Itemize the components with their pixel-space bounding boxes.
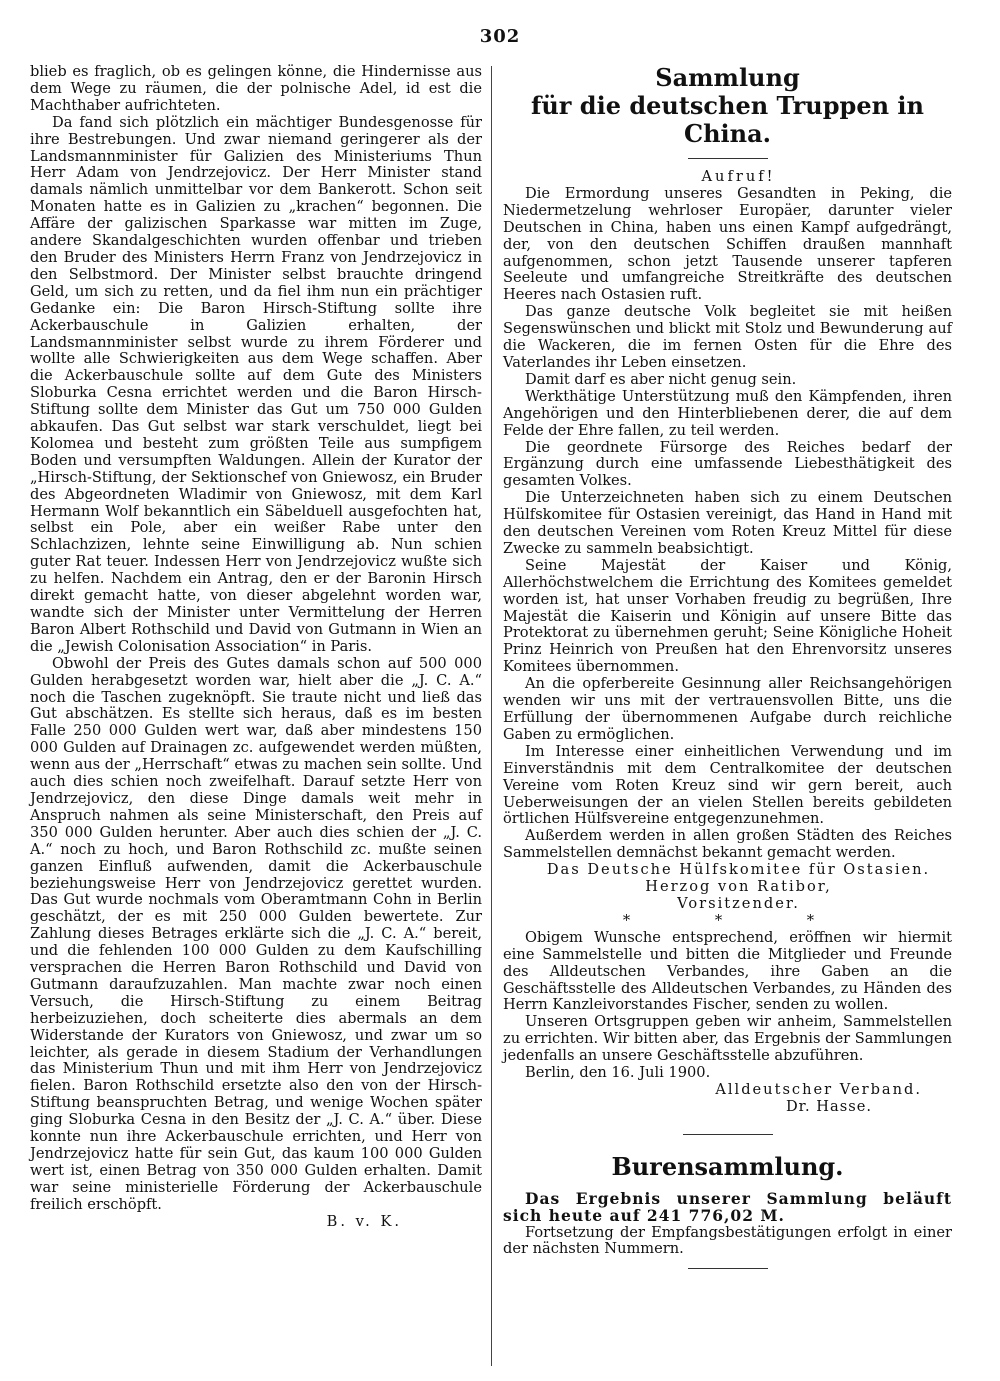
section-title: Burensammlung. <box>611 1151 844 1181</box>
right-column <box>503 64 952 1361</box>
appeal-paragraph: Damit darf es aber nicht genug sein. <box>525 370 797 388</box>
title-rule <box>688 158 768 159</box>
collection-subtitle: für die deutschen Truppen in China. <box>531 91 924 148</box>
appeal-paragraph: Die Ermordung unseres Gesandten in Peking, die Niedermetzelung wehrloser Europäer, darunter vieler Deutschen in China, haben uns einen Kampf aufgedrängt, der, von den deutschen Schiffen draußen mannhaft aufgenommen, schon jetzt Tausende unserer tapferen Seeleute und umfangreiche Streitkräfte des deutschen Heeres nach Ostasien ruft. <box>503 184 952 304</box>
notice-paragraph: Unseren Ortsgruppen geben wir anheim, Sammelstellen zu errichten. Wir bitten aber, das Ergebnis der Sammlungen jedenfalls an unsere Geschäftsstelle abzuführen. <box>503 1013 952 1065</box>
article-paragraph: Da fand sich plötzlich ein mächtiger Bundesgenosse für ihre Bestrebungen. Und zwar niemand geringerer als der Landsmannminister für Galizien des Ministeriums Thun Herr Adam von Jendrzejovicz. Der Herr Minister stand damals nämlich unmittelbar vor dem Bankerott. Schon seit Monaten hatte es in Galizien zu „krachen“ begonnen. Die Affäre der galizischen Sparkasse war mitten im Zuge, andere Skandalgeschichten wurden offenbar und trieben den Bruder des Ministers Herrn Franz von Jendrzejovicz in den Selbstmord. Der Minister selbst brauchte dringend Geld, um sich zu retten, und da fiel ihm nun ein prächtiger Gedanke ein: Die Baron Hirsch-Stiftung sollte ihre Ackerbauschule in Galizien erhalten, der Landsmannminister selbst wurde zu ihrem Förderer und wollte alle Schwierigkeiten aus dem Wege schaffen. Aber die Ackerbauschule sollte auf dem Gute des Ministers Sloburka Cesna errichtet werden und die Baron Hirsch-Stiftung sollte dem Minister das Gut um 750 000 Gulden abkaufen. Das Gut selbst war stark verschuldet, liegt bei Kolomea und besteht zum größten Teile aus sumpfigem Boden und versumpften Waldungen. Allein der Kurator der „Hirsch-Stiftung, der Sektionschef von Gniewosz, ein Bruder des Abgeordneten Wladimir von Gniewosz, mit dem Karl Hermann Wolf bekanntlich ein Säbelduell ausgefochten hat, selbst ein Pole, aber ein weißer Rabe unter den Schlachzizen, lehnte seine Einwilligung ab. Nun schien guter Rat teuer. Indessen Herr von Jendrzejovicz wußte sich zu helfen. Nachdem ein Antrag, den er der Baronin Hirsch direkt gemacht hatte, von dieser abgelehnt worden war, wandte sich der Minister unter Vermittelung der Herren Baron Albert Rothschild und David von Gutmann in Wien an die „Jewish Colonisation Association“ in Paris. <box>30 113 482 655</box>
chair-title: Vorsitzender. <box>677 894 800 912</box>
appeal-paragraph: Seine Majestät der Kaiser und König, Allerhöchstwelchem die Errichtung des Komitees gemeldet worden ist, hat unser Vorhaben freudig zu begrüßen, Ihre Majestät die Kaiserin und Königin auf unsere Bitte das Protektorat zu übernehmen geruht; Seine Königliche Hoheit Prinz Heinrich von Preußen hat den Ehrenvorsitz unseres Komitees übernommen. <box>503 556 952 676</box>
section-paragraph: Fortsetzung der Empfangsbestätigungen erfolgt in einer der nächsten Nummern. <box>503 1223 952 1258</box>
collection-title: Sammlung <box>655 63 800 92</box>
org-signature: Alldeutscher Verband. <box>715 1080 922 1098</box>
page-number: 302 <box>479 26 521 47</box>
author-signature: B. v. K. <box>326 1212 402 1230</box>
appeal-paragraph: Im Interesse einer einheitlichen Verwendung und im Einverständnis mit dem Centralkomitee der deutschen Vereine vom Roten Kreuz sind wir gern bereit, auch Ueberweisungen der an vielen Stellen bereits gebildeten örtlichen Hülfsvereine entgegenzunehmen. <box>503 742 952 828</box>
end-rule <box>688 1268 768 1269</box>
appeal-paragraph: Werkthätige Unterstützung muß den Kämpfenden, ihren Angehörigen und den Hinterbliebenen derer, die auf dem Felde der Ehre fallen, zu teil werden. <box>503 387 952 439</box>
column-divider <box>491 66 492 1366</box>
person-signature: Dr. Hasse. <box>785 1097 872 1115</box>
asterism-divider: * * * <box>622 911 855 929</box>
section-rule <box>683 1134 773 1135</box>
date-line: Berlin, den 16. Juli 1900. <box>525 1064 711 1082</box>
committee-signature: Das Deutsche Hülfskomitee für Ostasien. <box>546 861 931 879</box>
appeal-label: Aufruf! <box>701 168 776 185</box>
appeal-paragraph: Die geordnete Fürsorge des Reiches bedarf der Ergänzung durch eine umfassende Liebesthätigkeit des gesamten Volkes. <box>503 438 952 490</box>
article-paragraph: blieb es fraglich, ob es gelingen könne, die Hindernisse aus dem Wege zu räumen, die der polnische Adel, id est die Machthaber aufrichteten. <box>30 63 482 114</box>
notice-paragraph: Obigem Wunsche entsprechend, eröffnen wir hiermit eine Sammelstelle und bitten die Mitglieder und Freunde des Alldeutschen Verbandes, ihre Gaben an die Geschäftsstelle des Alldeutschen Verbandes, zu Händen des Herrn Kanzleivorstandes Fischer, senden zu wollen. <box>503 928 952 1014</box>
appeal-paragraph: Das ganze deutsche Volk begleitet sie mit heißen Segenswünschen und blickt mit Stolz und Bewunderung auf die Wackeren, die im fernen Osten für die Ehre des Vaterlandes ihr Leben einsetzen. <box>503 303 952 371</box>
appeal-paragraph: Außerdem werden in allen großen Städten des Reiches Sammelstellen demnächst bekannt gemacht werden. <box>503 827 952 862</box>
article-paragraph: Obwohl der Preis des Gutes damals schon auf 500 000 Gulden herabgesetzt worden war, hielt aber die „J. C. A.“ noch die Taschen zugeknöpft. Sie traute nicht und ließ das Gut abschätzen. Es stellte sich heraus, daß es im besten Falle 250 000 Gulden wert war, daß aber mindestens 150 000 Gulden auf Drainagen zc. aufgewendet werden müßten, wenn aus der „Herrschaft“ etwas zu machen sein sollte. Und auch dies schien noch zweifelhaft. Darauf setzte Herr von Jendrzejovicz, den diese Dinge damals weit mehr in Anspruch nahmen als seine Ministerschaft, den Preis auf 350 000 Gulden herunter. Aber auch dies schien der „J. C. A.“ noch zu hoch, und Baron Rothschild zc. mußte seinen ganzen Einfluß aufwenden, damit die Ackerbauschule beziehungsweise Herr von Jendrzejovicz gerettet wurden. Das Gut wurde nochmals vom Oberamtmann Cohn in Berlin geschätzt, der es mit 250 000 Gulden bewertete. Zur Zahlung dieses Betrages erklärte sich die „J. C. A.“ bereit, und die fehlenden 100 000 Gulden zu dem Kaufschilling versprachen die Herren Baron Rothschild und David von Gutmann daraufzuzahlen. Man machte zwar noch einen Versuch, die Hirsch-Stiftung zu einem Beitrag herbeizuziehen, doch scheiterte dies abermals an dem Widerstande der Kurators von Gniewosz, und zwar um so leichter, als gerade in diesem Stadium der Verhandlungen das Ministerium Thun und mit ihm Herr von Jendrzejovicz fielen. Baron Rothschild ersetzte also den von der Hirsch-Stiftung beanspruchten Betrag, und wenige Wochen später ging Sloburka Cesna in den Besitz der „J. C. A.“ über. Diese konnte nun ihre Ackerbauschule errichten, und Herr von Jendrzejovicz hatte für sein Gut, das kaum 100 000 Gulden wert ist, einen Betrag von 350 000 Gulden erhalten. Damit war seine ministerielle Förderung der Ackerbauschule freilich erschöpft. <box>30 654 482 1213</box>
appeal-paragraph: Die Unterzeichneten haben sich zu einem Deutschen Hülfskomitee für Ostasien vereinigt, das Hand in Hand mit den deutschen Vereinen vom Roten Kreuz Mittel für diese Zwecke zu sammeln beabsichtigt. <box>503 489 952 557</box>
left-column <box>30 64 482 1361</box>
collection-result: Das Ergebnis unserer Sammlung beläuft sich heute auf 241 776,02 M. <box>503 1188 952 1225</box>
appeal-paragraph: An die opferbereite Gesinnung aller Reichsangehörigen wenden wir uns mit der vertrauensvollen Bitte, uns die Erfüllung der übernommenen Aufgabe durch reichliche Gaben zu ermöglichen. <box>503 675 952 743</box>
chair-name: Herzog von Ratibor, <box>645 878 832 896</box>
